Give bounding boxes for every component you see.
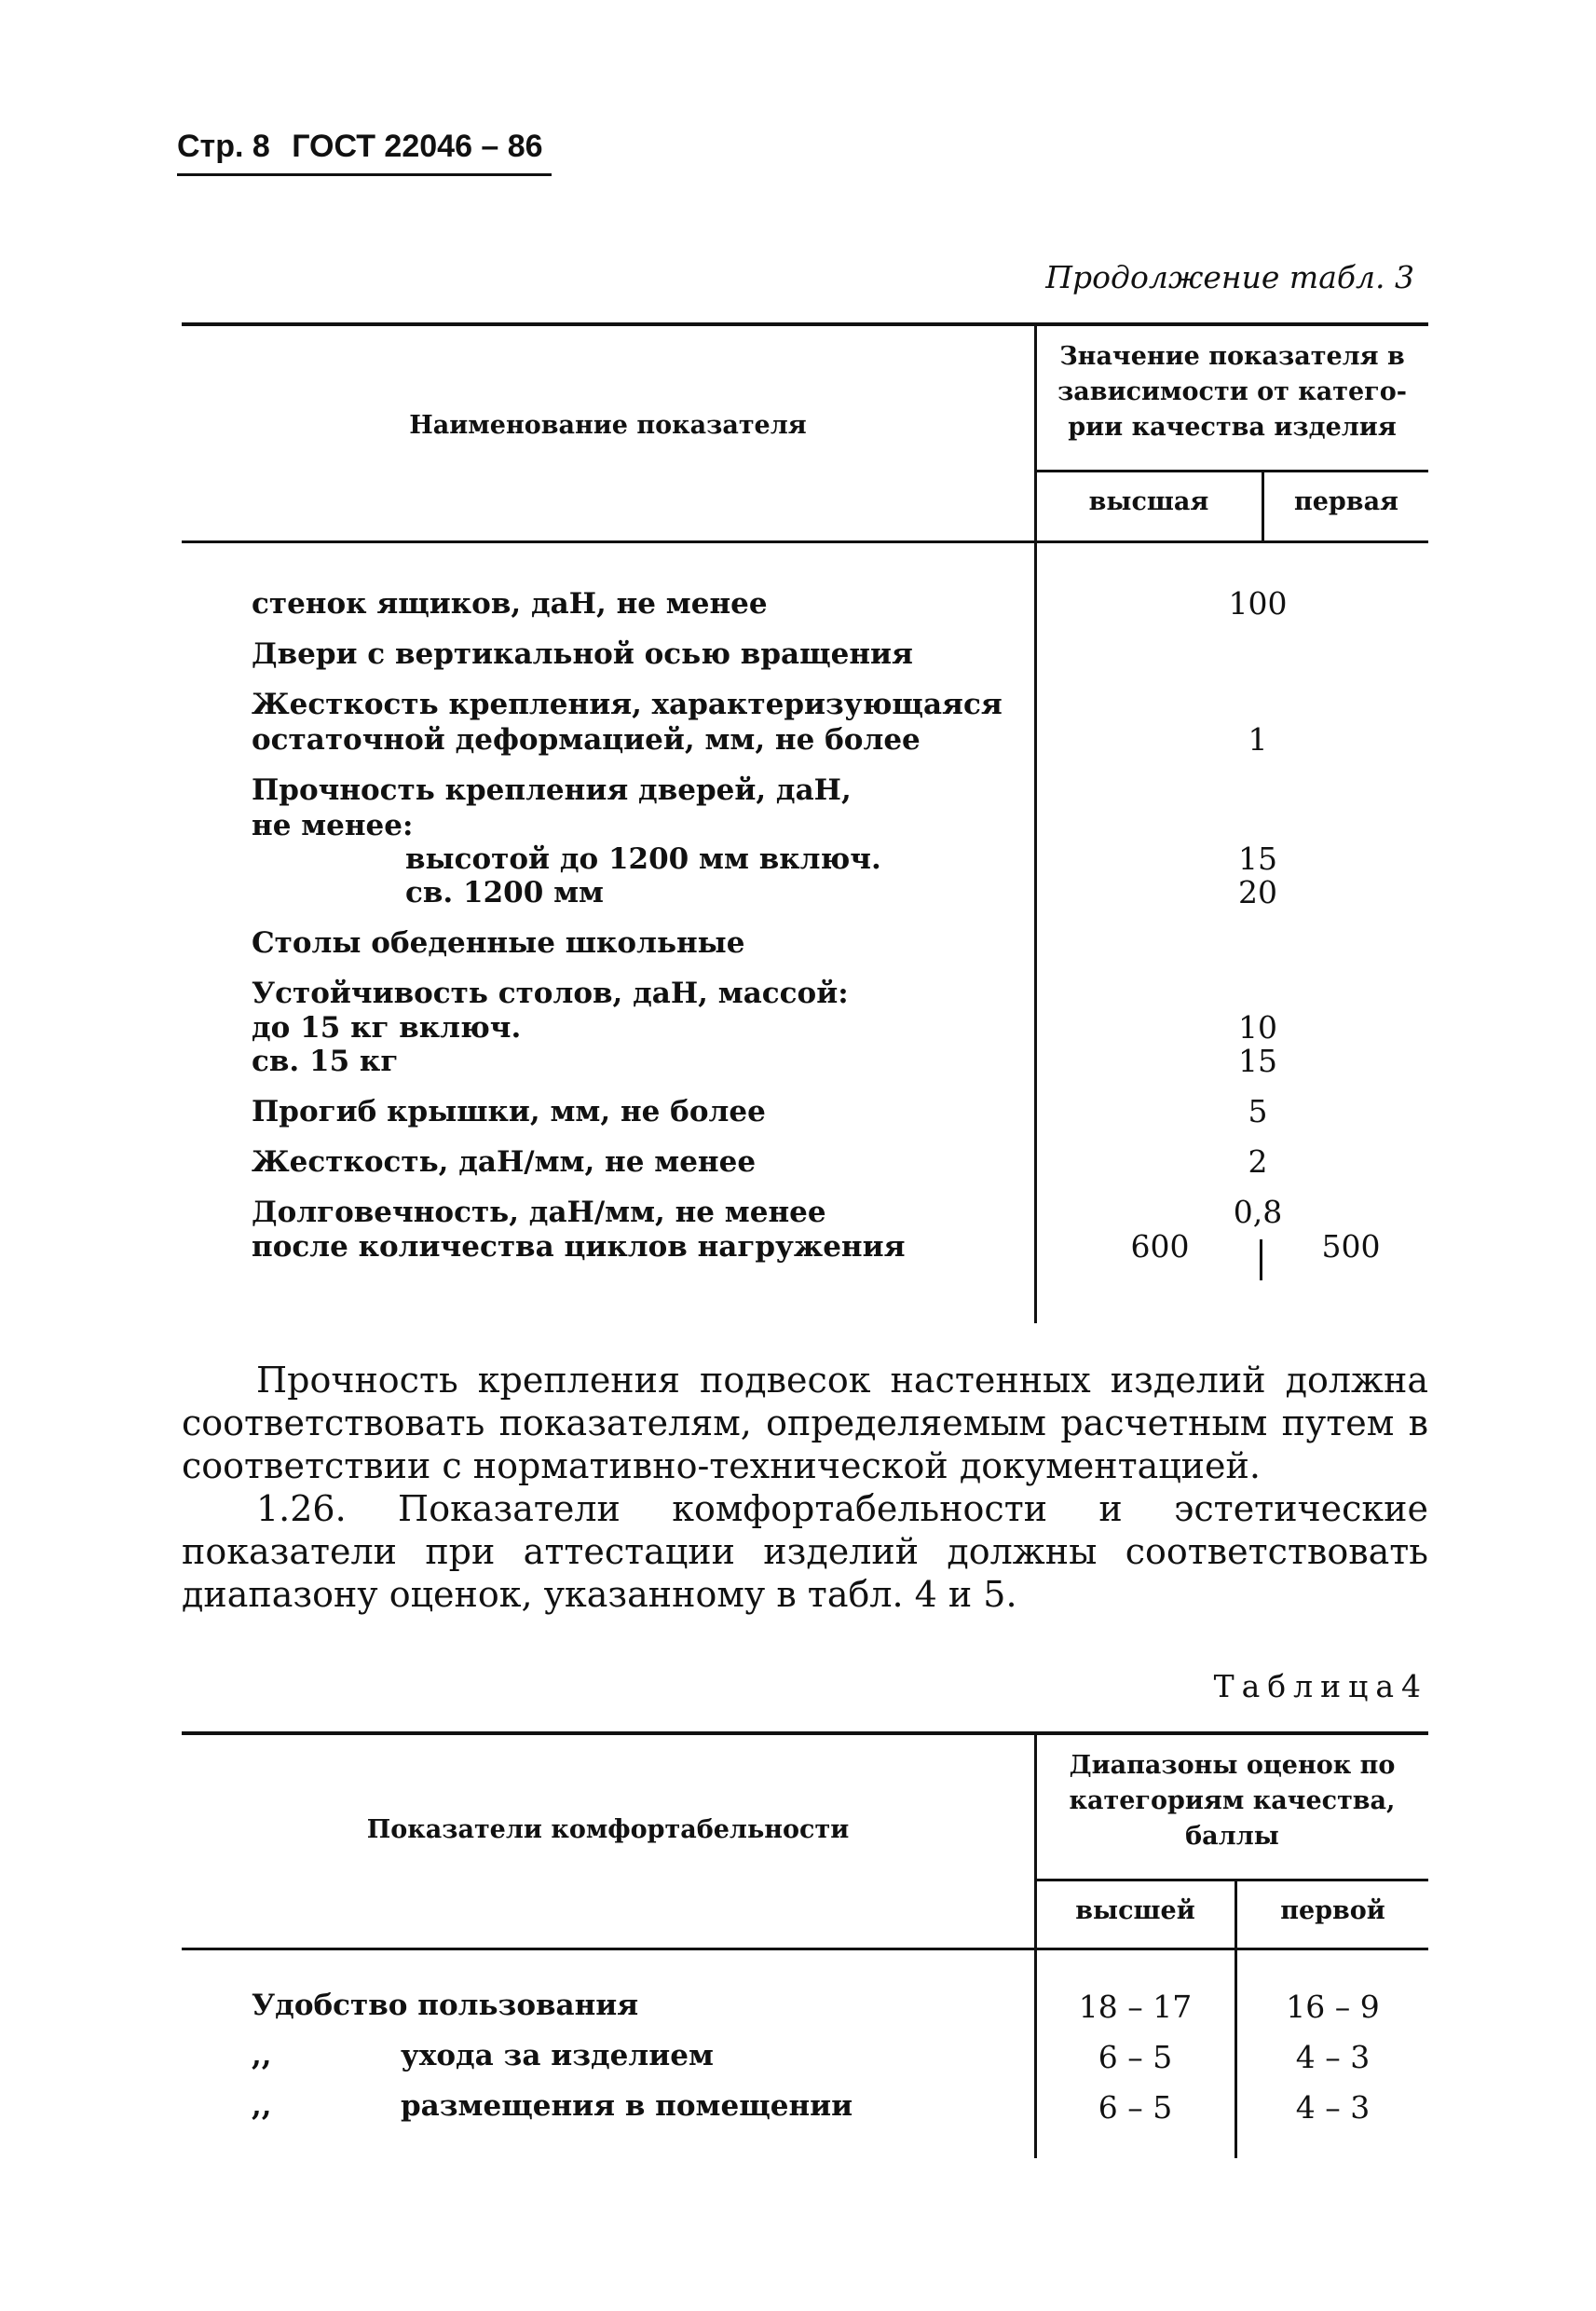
t3-row-label: до 15 кг включ. <box>252 1011 522 1045</box>
t4-row-high: 6 – 5 <box>1098 2039 1173 2075</box>
t4-row-first: 4 – 3 <box>1295 2039 1371 2075</box>
t3-row-value: 20 <box>1238 874 1277 910</box>
table3-subheader-rule <box>1036 470 1428 472</box>
t3-row-label: остаточной деформацией, мм, не более <box>252 723 921 757</box>
body-text <box>182 1359 1428 1616</box>
t3-row-value: 0,8 <box>1233 1194 1283 1230</box>
t3-row-label: Прогиб крышки, мм, не более <box>252 1095 766 1128</box>
t4-row-ditto: ,, <box>252 2089 272 2123</box>
t3-row-value: 10 <box>1238 1009 1277 1046</box>
table4-header-bottom-rule <box>182 1948 1428 1950</box>
table3-header-bottom-rule <box>182 540 1428 543</box>
header-underline <box>177 173 552 176</box>
paragraph: 1.26. Показатели комфортабельности и эстетические показатели при аттестации изделий должны соответствовать диапазону оценок, указанному в табл. 4 и 5. <box>182 1488 1428 1615</box>
table4-subheader-rule <box>1036 1879 1428 1881</box>
t3-row-value: 2 <box>1248 1143 1268 1180</box>
table4-col-name: Показатели комфортабельности <box>366 1815 850 1844</box>
t3-row-split-mark <box>1260 1239 1262 1280</box>
t4-row-first: 4 – 3 <box>1295 2089 1371 2126</box>
table3-col-high: высшая <box>1088 487 1209 516</box>
t3-row-value: 15 <box>1238 1043 1277 1079</box>
t3-row-value-high: 600 <box>1130 1228 1190 1265</box>
page-header <box>177 129 543 165</box>
t3-row-label: Долговечность, даН/мм, не менее <box>252 1196 826 1229</box>
table3-col-value-header: Значение показателя в зависимости от катего- рии качества изделия <box>1057 342 1407 442</box>
table4-top-rule <box>182 1731 1428 1735</box>
t3-section-tables: Столы обеденные школьные <box>252 926 745 960</box>
t3-row-value-first: 500 <box>1321 1228 1381 1265</box>
t3-row-label: не менее: <box>252 809 414 842</box>
t4-row-high: 6 – 5 <box>1098 2089 1173 2126</box>
standard-code: ГОСТ 22046 – 86 <box>292 129 543 164</box>
t3-row-label: Прочность крепления дверей, даН, <box>252 773 852 807</box>
table4-caption: Таблица4 <box>1213 1668 1428 1704</box>
t3-row-label: высотой до 1200 мм включ. <box>405 842 881 876</box>
t4-row-ditto: ,, <box>252 2039 272 2072</box>
table3-divider <box>1034 324 1037 1323</box>
t4-row-high: 18 – 17 <box>1078 1989 1193 2025</box>
t4-row-first: 16 – 9 <box>1286 1989 1380 2025</box>
t3-row-label: Жесткость, даН/мм, не менее <box>252 1145 757 1179</box>
table4-col-first: первой <box>1280 1896 1385 1925</box>
t3-row-label: св. 1200 мм <box>405 876 604 909</box>
paragraph: Прочность крепления подвесок настенных изделий должна соответствовать показателям, определяемым расчетным путем в соответствии с нормативно-технической документацией. <box>182 1360 1428 1486</box>
table3-col-first: первая <box>1293 487 1399 516</box>
table4-col-value-header: Диапазоны оценок по категориям качества, баллы <box>1069 1751 1396 1851</box>
t4-row-label: ухода за изделием <box>401 2039 714 2072</box>
table3-top-rule <box>182 322 1428 326</box>
table3-caption: Продолжение табл. 3 <box>1045 259 1414 295</box>
t3-section-doors: Двери с вертикальной осью вращения <box>252 637 913 671</box>
table4-col-high: высшей <box>1075 1896 1195 1925</box>
t3-row-value: 100 <box>1228 585 1288 622</box>
t3-row-value: 1 <box>1248 721 1268 758</box>
t4-row-label: Удобство пользования <box>252 1989 639 2022</box>
t3-row-label: Жесткость крепления, характеризующаяся <box>252 688 1003 721</box>
t3-row-label: после количества циклов нагружения <box>252 1230 906 1264</box>
t4-row-label: размещения в помещении <box>401 2089 853 2123</box>
t3-row-value: 15 <box>1238 841 1277 877</box>
table3-col-name: Наименование показателя <box>409 411 807 440</box>
t3-row-label: стенок ящиков, даН, не менее <box>252 587 768 621</box>
t3-row-value: 5 <box>1248 1093 1268 1129</box>
t3-row-label: св. 15 кг <box>252 1045 399 1078</box>
t3-row-label: Устойчивость столов, даН, массой: <box>252 977 849 1010</box>
page-number: Стр. 8 <box>177 129 270 164</box>
